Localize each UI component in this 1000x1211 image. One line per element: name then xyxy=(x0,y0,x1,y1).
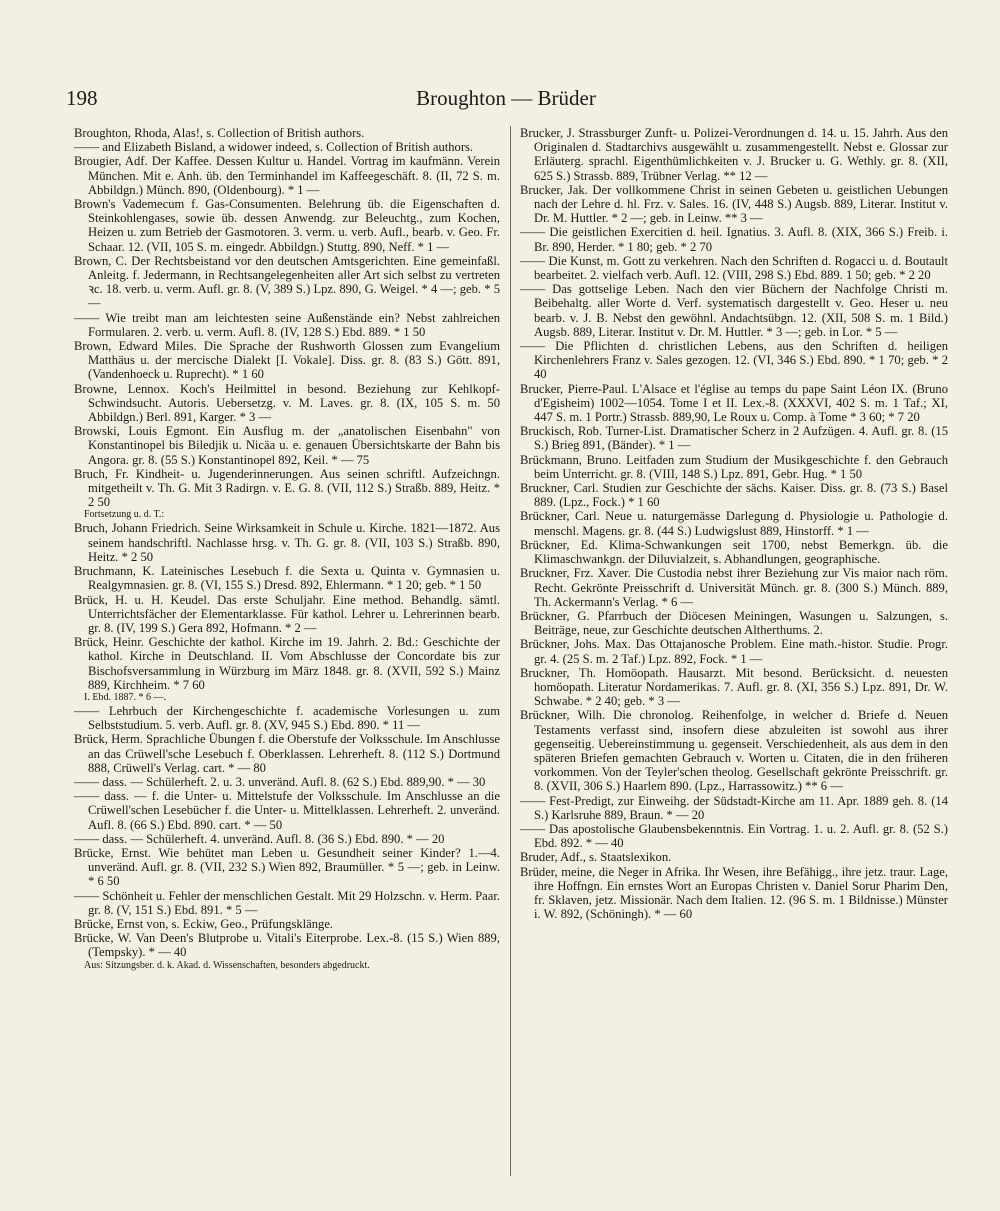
entry: Bruckisch, Rob. Turner-List. Dramatischer Scherz in 2 Aufzügen. 4. Aufl. gr. 8. (15 S.) Brieg 891, (Bänder). * 1 — xyxy=(520,424,948,453)
entry: Brucker, Pierre-Paul. L'Alsace et l'église au temps du pape Saint Léon IX. (Bruno d'Egisheim) 1002—1054. Tome I et II. Lex.-8. (XXXVI, 402 S. m. 1 Taf.; XI, 447 S. m. 1 Portr.) Strassb. 889,90, Le Roux u. Comp. à Tome * 3 60; * 7 20 xyxy=(520,381,948,425)
entry: Brück, Herm. Sprachliche Übungen f. die Oberstufe der Volksschule. Im Anschlusse an das Crüwell'sche Lesebuch f. Oberklassen. Lehrerheft. 8. (112 S.) Dortmund 888, Crüwell's Verlag. cart. * — 80 xyxy=(74,732,500,775)
entry: Brucker, J. Strassburger Zunft- u. Polizei-Verordnungen d. 14. u. 15. Jahrh. Aus den Originalen d. Stadtarchivs ausgewählt u. zusammengestellt. Nebst e. Glossar zur Erläuterg. sprachl. Eigenthümlichkeiten v. J. Brucker u. G. Wethly. gr. 8. (XII, 625 S.) Strassb. 889, Trübner Verlag. ** 12 — xyxy=(520,126,948,183)
entry: Bruch, Johann Friedrich. Seine Wirksamkeit in Schule u. Kirche. 1821—1872. Aus seinem handschriftl. Nachlasse hrsg. v. Th. G. gr. 8. (VII, 103 S.) Straßb. 890, Heitz. * 2 50 xyxy=(74,521,500,564)
entry: —— Das apostolische Glaubensbekenntnis. Ein Vortrag. 1. u. 2. Aufl. gr. 8. (52 S.) Ebd. 892. * — 40 xyxy=(520,821,948,851)
column-divider xyxy=(510,126,511,1176)
footnote: Fortsetzung u. d. T.: xyxy=(84,509,165,521)
entry: Bruckner, Frz. Xaver. Die Custodia nebst ihrer Beziehung zur Vis maior nach röm. Recht. Gekrönte Preisschrift d. Universität Münch. gr. 8. (300 S.) Münch. 889, Th. Ackermann's Verlag. * 6 — xyxy=(520,566,948,609)
entry: —— Schönheit u. Fehler der menschlichen Gestalt. Mit 29 Holzschn. v. Herm. Paar. gr. 8. (V, 151 S.) Ebd. 891. * 5 — xyxy=(74,888,500,917)
running-head: Broughton — Brüder xyxy=(416,86,596,110)
entry: —— Die geistlichen Exercitien d. heil. Ignatius. 3. Aufl. 8. (XIX, 366 S.) Freib. i. Br. 890, Herder. * 1 80; geb. * 2 70 xyxy=(520,225,948,254)
entry: Brückner, G. Pfarrbuch der Diöcesen Meiningen, Wasungen u. Salzungen, s. Beiträge, neue, zur Geschichte deutschen Altherthums. 2. xyxy=(520,608,948,638)
entry: Brück, H. u. H. Keudel. Das erste Schuljahr. Eine method. Behandlg. sämtl. Unterrichtsfächer der Elementarklasse. Für kathol. Lehrer u. Lehrerinnen bearb. gr. 8. (IV, 199 S.) Gera 892, Hofmann. * 2 — xyxy=(74,592,500,635)
page-header xyxy=(66,86,946,116)
entry: Broughton, Rhoda, Alas!, s. Collection of British authors. xyxy=(74,126,365,140)
footnote: I. Ebd. 1887. * 6 —. xyxy=(84,691,166,703)
entry: Brückner, Carl. Neue u. naturgemässe Darlegung d. Physiologie u. Pathologie d. menschl. Magens. gr. 8. (44 S.) Ludwigslust 889, Hinstorff. * 1 — xyxy=(520,509,948,538)
entry: Brucker, Jak. Der vollkommene Christ in seinen Gebeten u. geistlichen Uebungen nach der Lehre d. hl. Frz. v. Sales. 16. (IV, 448 S.) Augsb. 889, Literar. Institut v. Dr. M. Huttler. * 2 —; geb. in Leinw. ** 3 — xyxy=(520,182,948,226)
entry: Brückner, Ed. Klima-Schwankungen seit 1700, nebst Bemerkgn. üb. die Klimaschwankgn. der Diluvialzeit, s. Abhandlungen, geographische. xyxy=(520,537,948,567)
left-column xyxy=(74,126,500,972)
entry: Brücke, W. Van Deen's Blutprobe u. Vitali's Eiterprobe. Lex.-8. (15 S.) Wien 889, (Tempsky). * — 40 xyxy=(74,931,500,960)
entry: Bruch, Fr. Kindheit- u. Jugenderinnerungen. Aus seinen schriftl. Aufzeichngn. mitgetheilt v. Th. G. Mit 3 Radirgn. v. E. G. 8. (VII, 112 S.) Straßb. 889, Heitz. * 2 50 xyxy=(74,466,500,510)
entry: Brown's Vademecum f. Gas-Consumenten. Belehrung üb. die Eigenschaften d. Steinkohlengases, sowie üb. dessen Anwendg. zur Beleuchtg., zum Kochen, Heizen u. zum Betrieb der Gasmotoren. 3. verm. u. verb. Aufl., bearb. v. Geo. Fr. Schaar. 12. (VII, 105 S. m. eingedr. Abbildgn.) Stuttg. 890, Neff. * 1 — xyxy=(74,197,500,254)
entry: Brüder, meine, die Neger in Afrika. Ihr Wesen, ihre Befähigg., ihre jetz. traur. Lage, ihre Hoffngn. Ein ernstes Wort an Europas Christen v. Daniel Sorur Pharim Den, fr. Sklaven, jetz. Missionär. Nach dem Italien. 12. (96 S. m. 1 Bildnisse.) Münster i. W. 892, (Schöningh). * — 60 xyxy=(520,864,948,922)
entry: Brown, C. Der Rechtsbeistand vor den deutschen Amtsgerichten. Eine gemeinfaßl. Anleitg. f. Jedermann, in Rechtsangelegenheiten aller Art sich selbst zu vertreten ꝛc. 18. verb. u. verm. Aufl. gr. 8. (V, 389 S.) Lpz. 890, G. Weigel. * 4 —; geb. * 5 — xyxy=(74,253,500,311)
footnote: Aus: Sitzungsber. d. k. Akad. d. Wissenschaften, besonders abgedruckt. xyxy=(84,959,370,971)
entry: Browski, Louis Egmont. Ein Ausflug m. der „anatolischen Eisenbahn" von Konstantinopel bis Biledjik u. Nicäa u. e. genauen Übersichtskarte der Bahn bis Angora. gr. 8. (55 S.) Konstantinopel 892, Keil. * — 75 xyxy=(74,424,500,467)
entry: Bruchmann, K. Lateinisches Lesebuch f. die Sexta u. Quinta v. Gymnasien u. Realgymnasien. gr. 8. (VI, 155 S.) Dresd. 892, Ehlermann. * 1 20; geb. * 1 50 xyxy=(74,564,500,593)
entry: Brückner, Johs. Max. Das Ottajanosche Problem. Eine math.-histor. Studie. Progr. gr. 4. (25 S. m. 2 Taf.) Lpz. 892, Fock. * 1 — xyxy=(520,637,948,666)
entry: —— Die Pflichten d. christlichen Lebens, aus den Schriften d. heiligen Kirchenlehrers Franz v. Sales gezogen. 12. (VI, 346 S.) Ebd. 890. * 1 70; geb. * 2 40 xyxy=(520,339,948,382)
entry: Brückmann, Bruno. Leitfaden zum Studium der Musikgeschichte f. den Gebrauch beim Unterricht. gr. 8. (VIII, 148 S.) Lpz. 891, Gebr. Hug. * 1 50 xyxy=(520,452,948,481)
page-number: 198 xyxy=(66,86,98,110)
entry: —— Das gottselige Leben. Nach den vier Büchern der Nachfolge Christi m. Beibehaltg. aller Worte d. Verf. systematisch dargestellt v. Geo. Heser u. neu bearb. v. J. B. Nebst den gewöhnl. Andachtsübgn. 12. (XII, 508 S. m. 1 Bild.) Augsb. 889, Literar. Institut v. Dr. M. Huttler. * 3 —; geb. in Lor. * 5 — xyxy=(520,282,948,339)
entry: Brougier, Adf. Der Kaffee. Dessen Kultur u. Handel. Vortrag im kaufmänn. Verein München. Mit e. Anh. üb. den Terminhandel im Kaffeegeschäft. 8. (II, 72 S. m. Abbildgn.) Münch. 890, (Oldenbourg). * 1 — xyxy=(74,154,500,197)
entry: Brown, Edward Miles. Die Sprache der Rushworth Glossen zum Evangelium Matthäus u. der mercische Dialekt [I. Vokale]. Diss. gr. 8. (83 S.) Gött. 891, (Vandenhoeck u. Ruprecht). * 1 60 xyxy=(74,339,500,382)
entry: Bruckner, Th. Homöopath. Hausarzt. Mit besond. Berücksicht. d. neuesten homöopath. Literatur Nordamerikas. 7. Aufl. gr. 8. (XI, 356 S.) Lpz. 891, Dr. W. Schwabe. * 2 40; geb. * 3 — xyxy=(520,665,948,709)
entry: Bruder, Adf., s. Staatslexikon. xyxy=(520,850,672,865)
entry: —— Lehrbuch der Kirchengeschichte f. academische Vorlesungen u. zum Selbststudium. 5. verb. Aufl. gr. 8. (XV, 945 S.) Ebd. 890. * 11 — xyxy=(74,703,500,733)
entry: —— and Elizabeth Bisland, a widower indeed, s. Collection of British authors. xyxy=(74,140,474,155)
entry: Brücke, Ernst von, s. Eckiw, Geo., Prüfungsklänge. xyxy=(74,916,334,931)
entry: Bruckner, Carl. Studien zur Geschichte der sächs. Kaiser. Diss. gr. 8. (73 S.) Basel 889. (Lpz., Fock.) * 1 60 xyxy=(520,481,948,510)
entry: —— dass. — Schülerheft. 2. u. 3. unveränd. Aufl. 8. (62 S.) Ebd. 889,90. * — 30 xyxy=(74,774,486,789)
entry: Brückner, Wilh. Die chronolog. Reihenfolge, in welcher d. Briefe d. Neuen Testaments verfasst sind, insofern diese abzuleiten ist sowohl aus ihrer gegenseitig. Uebereinstimmung u. gegenseit. Verschiedenheit, als aus dem in den späteren Briefen gemachten Gebrauch v. Worten u. Citaten, die in den früheren vorkommen. Von der Teyler'schen theolog. Gesellschaft gekrönte Preisschrift. gr. 8. (XVII, 306 S.) Haarlem 890. (Lpz., Harrassowitz.) ** 6 — xyxy=(520,708,948,794)
entry: —— Fest-Predigt, zur Einweihg. der Südstadt-Kirche am 11. Apr. 1889 geh. 8. (14 S.) Karlsruhe 889, Braun. * — 20 xyxy=(520,793,948,822)
right-column xyxy=(520,126,948,921)
entry: Brücke, Ernst. Wie behütet man Leben u. Gesundheit seiner Kinder? 1.—4. unveränd. Aufl. gr. 8. (VII, 232 S.) Wien 892, Braumüller. * 5 —; geb. in Leinw. * 6 50 xyxy=(74,845,500,889)
entry: Browne, Lennox. Koch's Heilmittel in besond. Beziehung zur Kehlkopf-Schwindsucht. Autoris. Uebersetzg. v. M. Laves. gr. 8. (IX, 105 S. m. 50 Abbildgn.) Berl. 891, Karger. * 3 — xyxy=(74,381,500,425)
entry: —— dass. — f. die Unter- u. Mittelstufe der Volksschule. Im Anschlusse an die Crüwell'schen Lesebücher f. die Unter- u. Mittelklassen. Lehrerheft. 2. unveränd. Aufl. 8. (66 S.) Ebd. 890. cart. * — 50 xyxy=(74,789,500,832)
entry: —— dass. — Schülerheft. 4. unveränd. Aufl. 8. (36 S.) Ebd. 890. * — 20 xyxy=(74,831,445,846)
entry: —— Wie treibt man am leichtesten seine Außenstände ein? Nebst zahlreichen Formularen. 2. verb. u. verm. Aufl. 8. (IV, 128 S.) Ebd. 889. * 1 50 xyxy=(74,310,500,339)
entry: Brück, Heinr. Geschichte der kathol. Kirche im 19. Jahrh. 2. Bd.: Geschichte der kathol. Kirche in Deutschland. II. Vom Abschlusse der Concordate bis zur Bischofsversammlung in Würzburg im März 1848. gr. 8. (XVII, 592 S.) Mainz 889, Kirchheim. * 7 60 xyxy=(74,635,500,692)
entry: —— Die Kunst, m. Gott zu verkehren. Nach den Schriften d. Rogacci u. d. Boutault bearbeitet. 2. vielfach verb. Aufl. 12. (VIII, 298 S.) Ebd. 889. 1 50; geb. * 2 20 xyxy=(520,253,948,283)
